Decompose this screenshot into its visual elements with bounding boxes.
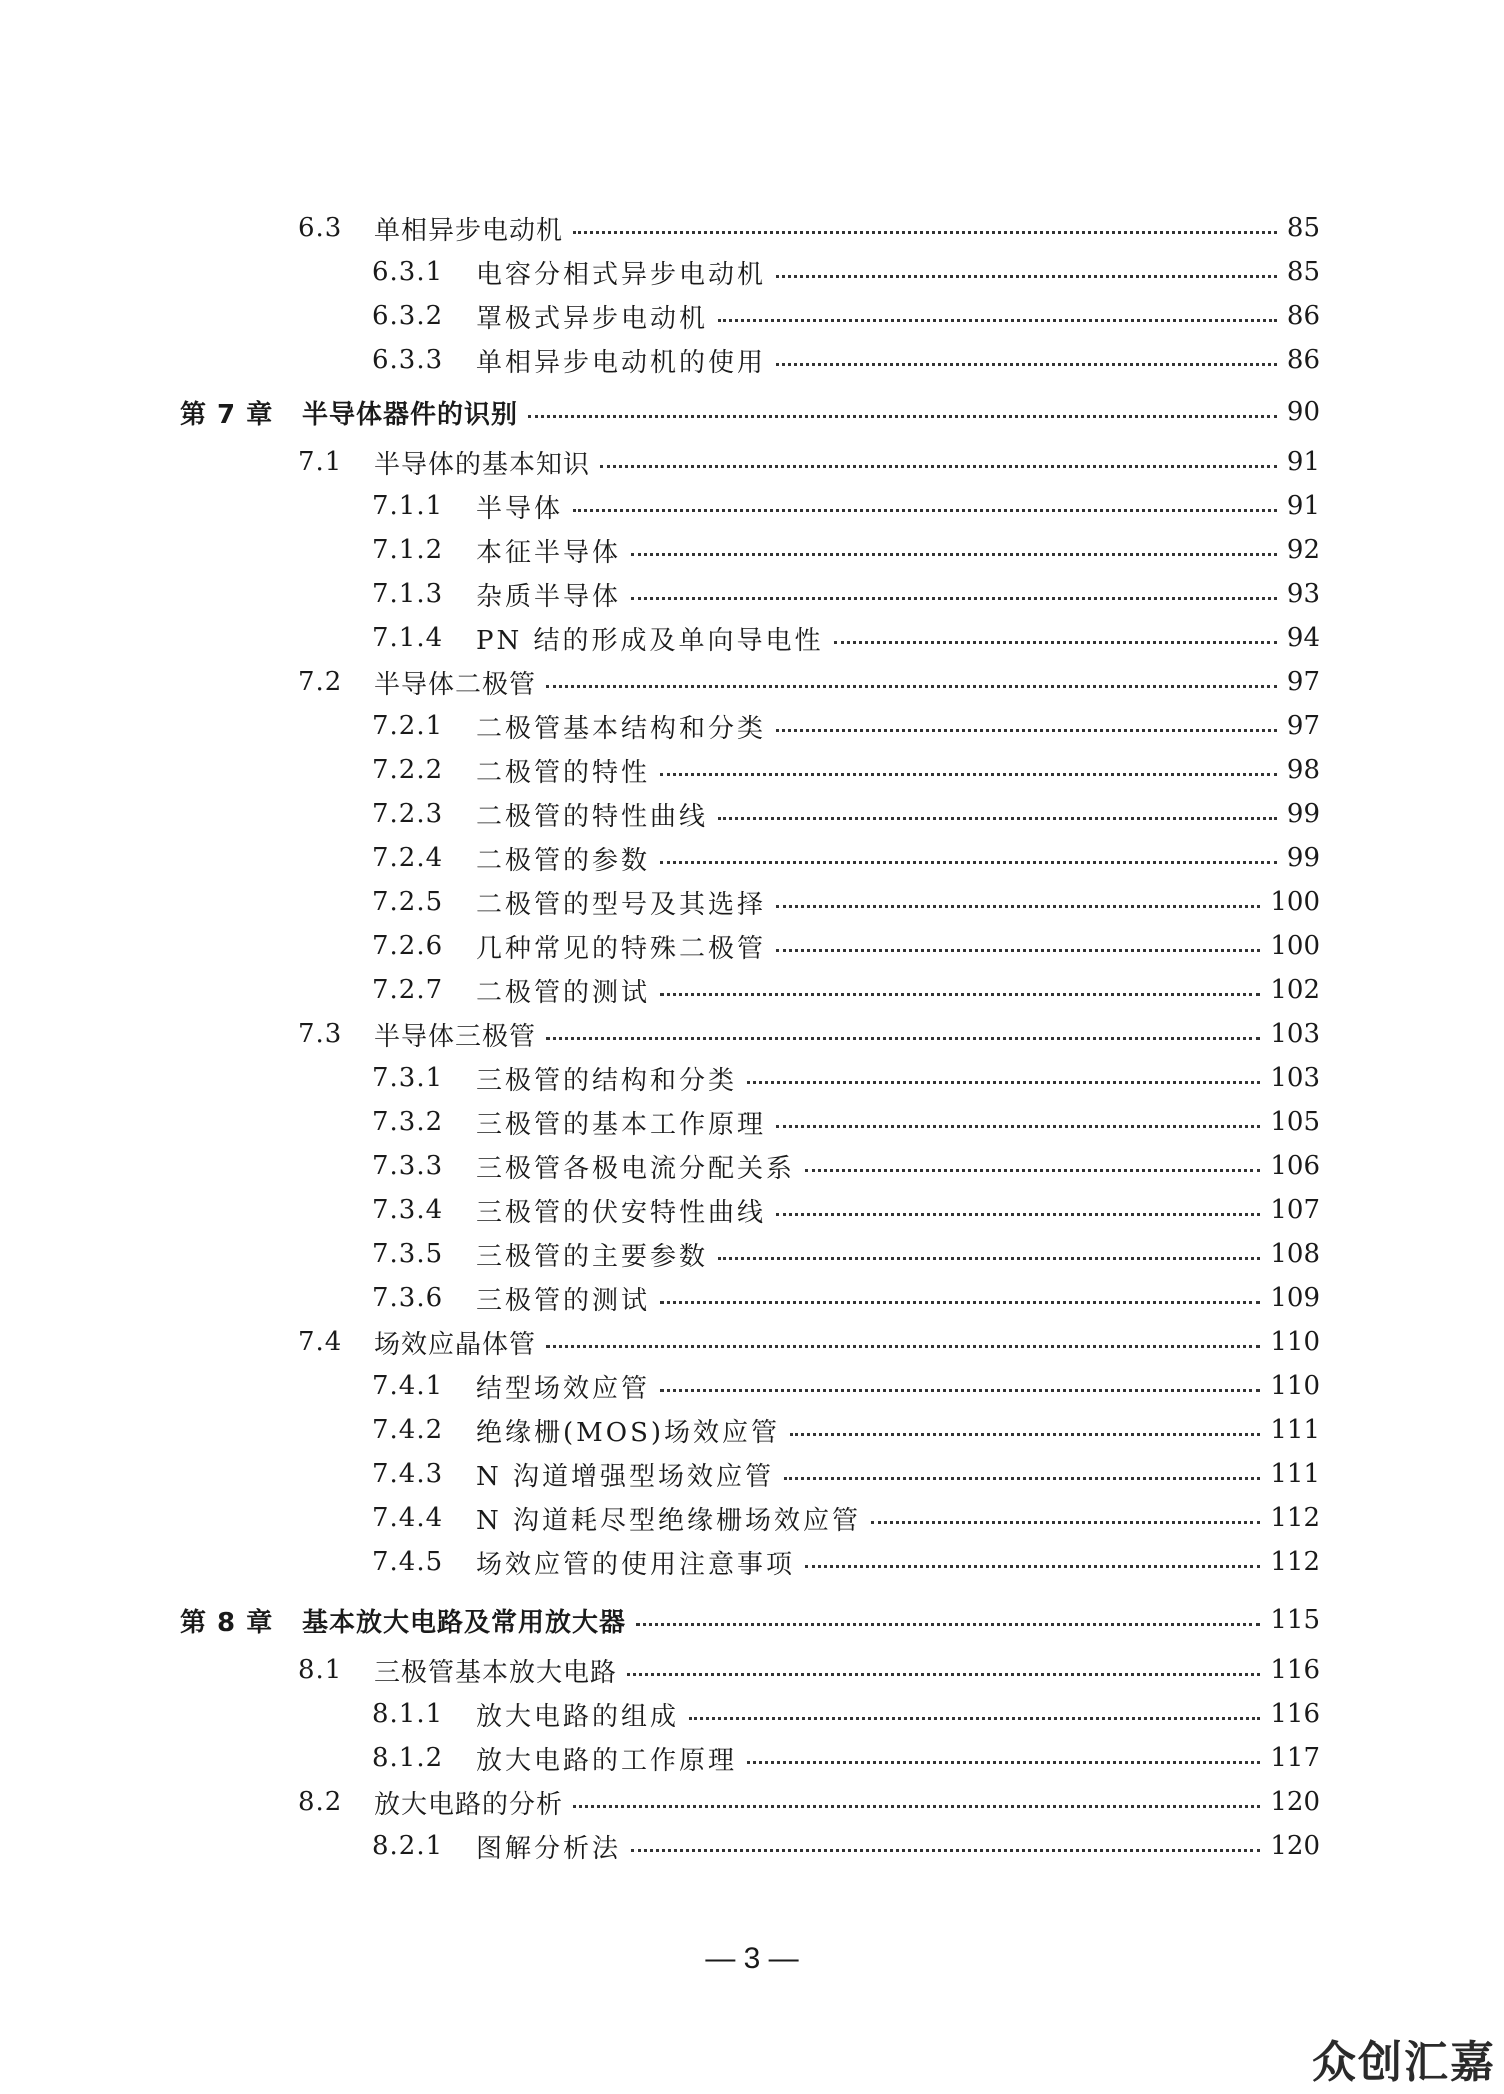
toc-entry-section[interactable] xyxy=(298,440,1320,484)
toc-entry-number: 7.3.6 xyxy=(372,1283,444,1313)
toc-entry-title: N 沟道增强型场效应管 xyxy=(476,1461,775,1492)
toc-entry-page: 116 xyxy=(1270,1655,1320,1685)
toc-entry-number: 7.3.5 xyxy=(372,1239,444,1269)
toc-entry-title: 图解分析法 xyxy=(476,1833,622,1864)
toc-entry-title: 二极管的测试 xyxy=(476,977,651,1008)
toc-entry-subsection[interactable] xyxy=(372,1496,1320,1540)
toc-entry-title: 场效应晶体管 xyxy=(374,1329,537,1360)
toc-entry-number: 7.2.5 xyxy=(372,887,444,917)
toc-entry-number: 7.3.4 xyxy=(372,1195,444,1225)
toc-entry-page: 116 xyxy=(1270,1699,1320,1729)
toc-entry-number: 7.4 xyxy=(298,1327,343,1357)
dot-leader xyxy=(776,729,1277,732)
toc-entry-number: 7.2.7 xyxy=(372,975,444,1005)
toc-entry-subsection[interactable] xyxy=(372,748,1320,792)
toc-entry-number: 8.2.1 xyxy=(372,1831,444,1861)
toc-entry-title: 几种常见的特殊二极管 xyxy=(476,933,767,964)
toc-entry-number: 7.2.3 xyxy=(372,799,444,829)
toc-entry-number: 7.1.2 xyxy=(372,535,444,565)
toc-entry-title: 三极管的主要参数 xyxy=(476,1241,709,1272)
dot-leader xyxy=(718,817,1277,820)
toc-entry-number: 7.4.1 xyxy=(372,1371,444,1401)
dot-leader xyxy=(573,1805,1260,1808)
toc-entry-page: 105 xyxy=(1270,1107,1320,1137)
dot-leader xyxy=(747,1081,1260,1084)
dot-leader xyxy=(747,1761,1260,1764)
toc-entry-title: 放大电路的组成 xyxy=(476,1701,680,1732)
toc-entry-subsection[interactable] xyxy=(372,1540,1320,1584)
toc-entry-title: 三极管的测试 xyxy=(476,1285,651,1316)
toc-entry-page: 110 xyxy=(1270,1327,1320,1357)
toc-entry-title: 场效应管的使用注意事项 xyxy=(476,1549,796,1580)
toc-entry-number: 7.3 xyxy=(298,1019,343,1049)
dot-leader xyxy=(546,1037,1260,1040)
toc-entry-number: 8.1 xyxy=(298,1655,343,1685)
dot-leader xyxy=(776,1213,1260,1216)
toc-entry-title: 罩极式异步电动机 xyxy=(476,303,709,334)
toc-entry-title: 本征半导体 xyxy=(476,537,622,568)
dot-leader xyxy=(871,1521,1260,1524)
toc-entry-title: 杂质半导体 xyxy=(476,581,622,612)
dot-leader xyxy=(636,1623,1260,1626)
toc-entry-page: 115 xyxy=(1270,1605,1320,1635)
toc-entry-number: 7.1.1 xyxy=(372,491,444,521)
toc-entry-page: 86 xyxy=(1286,345,1320,375)
toc-entry-page: 98 xyxy=(1286,755,1320,785)
dot-leader xyxy=(660,1301,1260,1304)
dot-leader xyxy=(546,1345,1260,1348)
toc-entry-number: 7.4.5 xyxy=(372,1547,444,1577)
toc-entry-title: 半导体器件的识别 xyxy=(302,399,519,430)
toc-entry-number: 7.1.3 xyxy=(372,579,444,609)
toc-entry-page: 110 xyxy=(1270,1371,1320,1401)
toc-entry-page: 91 xyxy=(1286,491,1320,521)
dot-leader xyxy=(718,1257,1260,1260)
toc-entry-page: 103 xyxy=(1270,1019,1320,1049)
toc-entry-page: 112 xyxy=(1270,1547,1320,1577)
toc-entry-page: 111 xyxy=(1270,1415,1320,1445)
toc-entry-number: 7.2 xyxy=(298,667,343,697)
toc-entry-subsection[interactable] xyxy=(372,250,1320,294)
toc-entry-number: 7.1.4 xyxy=(372,623,444,653)
toc-entry-page: 92 xyxy=(1286,535,1320,565)
toc-entry-page: 109 xyxy=(1270,1283,1320,1313)
toc-entry-subsection[interactable] xyxy=(372,1736,1320,1780)
toc-entry-page: 120 xyxy=(1270,1787,1320,1817)
toc-entry-subsection[interactable] xyxy=(372,1408,1320,1452)
toc-entry-page: 120 xyxy=(1270,1831,1320,1861)
dot-leader xyxy=(546,685,1277,688)
dot-leader xyxy=(776,363,1277,366)
toc-entry-number: 6.3 xyxy=(298,213,343,243)
toc-entry-number: 7.4.2 xyxy=(372,1415,444,1445)
dot-leader xyxy=(660,773,1277,776)
toc-entry-subsection[interactable] xyxy=(372,1276,1320,1320)
toc-entry-page: 85 xyxy=(1286,257,1320,287)
toc-entry-title: 三极管基本放大电路 xyxy=(374,1657,618,1688)
toc-entry-page: 108 xyxy=(1270,1239,1320,1269)
dot-leader xyxy=(573,231,1277,234)
toc-entry-page: 90 xyxy=(1286,397,1320,427)
toc-entry-page: 99 xyxy=(1286,843,1320,873)
toc-entry-title: 三极管的伏安特性曲线 xyxy=(476,1197,767,1228)
toc-entry-number: 7.4.3 xyxy=(372,1459,444,1489)
toc-entry-page: 111 xyxy=(1270,1459,1320,1489)
toc-entry-title: 半导体的基本知识 xyxy=(374,449,591,480)
dot-leader xyxy=(631,597,1277,600)
watermark-logo: 众创汇嘉 xyxy=(1312,2037,1496,2088)
toc-entry-number: 8.1.1 xyxy=(372,1699,444,1729)
toc-entry-subsection[interactable] xyxy=(372,1188,1320,1232)
toc-entry-title: 半导体 xyxy=(476,493,564,524)
toc-entry-section[interactable] xyxy=(298,206,1320,250)
toc-entry-number: 第 8 章 xyxy=(180,1607,274,1638)
dot-leader xyxy=(776,1125,1260,1128)
toc-entry-subsection[interactable] xyxy=(372,572,1320,616)
toc-entry-subsection[interactable] xyxy=(372,968,1320,1012)
toc-entry-page: 86 xyxy=(1286,301,1320,331)
toc-entry-page: 99 xyxy=(1286,799,1320,829)
toc-entry-subsection[interactable] xyxy=(372,528,1320,572)
dot-leader xyxy=(660,861,1277,864)
toc-entry-page: 91 xyxy=(1286,447,1320,477)
dot-leader xyxy=(631,553,1277,556)
toc-entry-subsection[interactable] xyxy=(372,616,1320,660)
toc-entry-title: PN 结的形成及单向导电性 xyxy=(476,625,824,656)
toc-entry-title: 半导体二极管 xyxy=(374,669,537,700)
toc-entry-page: 85 xyxy=(1286,213,1320,243)
toc-entry-subsection[interactable] xyxy=(372,880,1320,924)
toc-entry-number: 第 7 章 xyxy=(180,399,274,430)
toc-entry-title: 单相异步电动机的使用 xyxy=(476,347,767,378)
dot-leader xyxy=(660,993,1260,996)
toc-entry-subsection[interactable] xyxy=(372,294,1320,338)
dot-leader xyxy=(528,415,1277,418)
toc-entry-number: 6.3.1 xyxy=(372,257,444,287)
toc-entry-number: 8.1.2 xyxy=(372,1743,444,1773)
toc-entry-number: 7.3.3 xyxy=(372,1151,444,1181)
toc-entry-title: 结型场效应管 xyxy=(476,1373,651,1404)
dot-leader xyxy=(660,1389,1260,1392)
toc-entry-page: 117 xyxy=(1270,1743,1320,1773)
toc-entry-section[interactable] xyxy=(298,1012,1320,1056)
toc-entry-title: 三极管的结构和分类 xyxy=(476,1065,738,1096)
dot-leader xyxy=(689,1717,1260,1720)
toc-entry-subsection[interactable] xyxy=(372,1452,1320,1496)
toc-entry-page: 94 xyxy=(1286,623,1320,653)
page-number: — 3 — xyxy=(705,1942,799,1975)
toc-entry-page: 93 xyxy=(1286,579,1320,609)
toc-entry-subsection[interactable] xyxy=(372,924,1320,968)
toc-entry-subsection[interactable] xyxy=(372,1056,1320,1100)
dot-leader xyxy=(573,509,1277,512)
toc-entry-number: 6.3.2 xyxy=(372,301,444,331)
toc-entry-title: 二极管的型号及其选择 xyxy=(476,889,767,920)
toc-entry-section[interactable] xyxy=(298,660,1320,704)
dot-leader xyxy=(776,949,1260,952)
toc-entry-page: 97 xyxy=(1286,711,1320,741)
toc-entry-title: 二极管的特性曲线 xyxy=(476,801,709,832)
toc-entry-subsection[interactable] xyxy=(372,1824,1320,1868)
toc-entry-section[interactable] xyxy=(298,1780,1320,1824)
toc-entry-chapter[interactable] xyxy=(180,1598,1320,1642)
toc-entry-section[interactable] xyxy=(298,1320,1320,1364)
toc-entry-page: 100 xyxy=(1270,931,1320,961)
toc-entry-number: 7.4.4 xyxy=(372,1503,444,1533)
toc-entry-page: 102 xyxy=(1270,975,1320,1005)
toc-entry-page: 107 xyxy=(1270,1195,1320,1225)
toc-entry-subsection[interactable] xyxy=(372,484,1320,528)
toc-entry-number: 7.1 xyxy=(298,447,343,477)
toc-entry-subsection[interactable] xyxy=(372,338,1320,382)
toc-entry-page: 112 xyxy=(1270,1503,1320,1533)
toc-entry-title: 二极管基本结构和分类 xyxy=(476,713,767,744)
toc-entry-title: 二极管的参数 xyxy=(476,845,651,876)
toc-entry-title: 单相异步电动机 xyxy=(374,215,564,246)
dot-leader xyxy=(834,641,1277,644)
toc-entry-chapter[interactable] xyxy=(180,390,1320,434)
toc-entry-number: 7.2.1 xyxy=(372,711,444,741)
toc-entry-subsection[interactable] xyxy=(372,1144,1320,1188)
toc-entry-title: 放大电路的工作原理 xyxy=(476,1745,738,1776)
dot-leader xyxy=(776,275,1277,278)
toc-entry-number: 8.2 xyxy=(298,1787,343,1817)
toc-entry-number: 7.3.2 xyxy=(372,1107,444,1137)
toc-entry-section[interactable] xyxy=(298,1648,1320,1692)
toc-entry-title: 基本放大电路及常用放大器 xyxy=(302,1607,627,1638)
toc-entry-subsection[interactable] xyxy=(372,704,1320,748)
dot-leader xyxy=(631,1849,1260,1852)
toc-entry-title: 电容分相式异步电动机 xyxy=(476,259,767,290)
toc-entry-title: 三极管各极电流分配关系 xyxy=(476,1153,796,1184)
toc-entry-page: 97 xyxy=(1286,667,1320,697)
dot-leader xyxy=(627,1673,1260,1676)
toc-entry-title: 半导体三极管 xyxy=(374,1021,537,1052)
toc-entry-subsection[interactable] xyxy=(372,1692,1320,1736)
toc-entry-title: N 沟道耗尽型绝缘栅场效应管 xyxy=(476,1505,862,1536)
dot-leader xyxy=(805,1565,1260,1568)
toc-entry-subsection[interactable] xyxy=(372,836,1320,880)
toc-entry-subsection[interactable] xyxy=(372,1100,1320,1144)
toc-entry-title: 三极管的基本工作原理 xyxy=(476,1109,767,1140)
dot-leader xyxy=(790,1433,1260,1436)
dot-leader xyxy=(784,1477,1260,1480)
dot-leader xyxy=(805,1169,1260,1172)
toc-entry-page: 106 xyxy=(1270,1151,1320,1181)
toc-entry-number: 7.2.4 xyxy=(372,843,444,873)
toc-entry-number: 6.3.3 xyxy=(372,345,444,375)
toc-entry-title: 二极管的特性 xyxy=(476,757,651,788)
dot-leader xyxy=(600,465,1277,468)
toc-entry-page: 103 xyxy=(1270,1063,1320,1093)
toc-entry-subsection[interactable] xyxy=(372,1232,1320,1276)
toc-entry-number: 7.3.1 xyxy=(372,1063,444,1093)
toc-entry-subsection[interactable] xyxy=(372,1364,1320,1408)
toc-entry-number: 7.2.6 xyxy=(372,931,444,961)
toc-entry-title: 绝缘栅(MOS)场效应管 xyxy=(476,1417,781,1448)
dot-leader xyxy=(718,319,1277,322)
toc-entry-page: 100 xyxy=(1270,887,1320,917)
dot-leader xyxy=(776,905,1260,908)
toc-entry-number: 7.2.2 xyxy=(372,755,444,785)
toc-entry-subsection[interactable] xyxy=(372,792,1320,836)
toc-entry-title: 放大电路的分析 xyxy=(374,1789,564,1820)
